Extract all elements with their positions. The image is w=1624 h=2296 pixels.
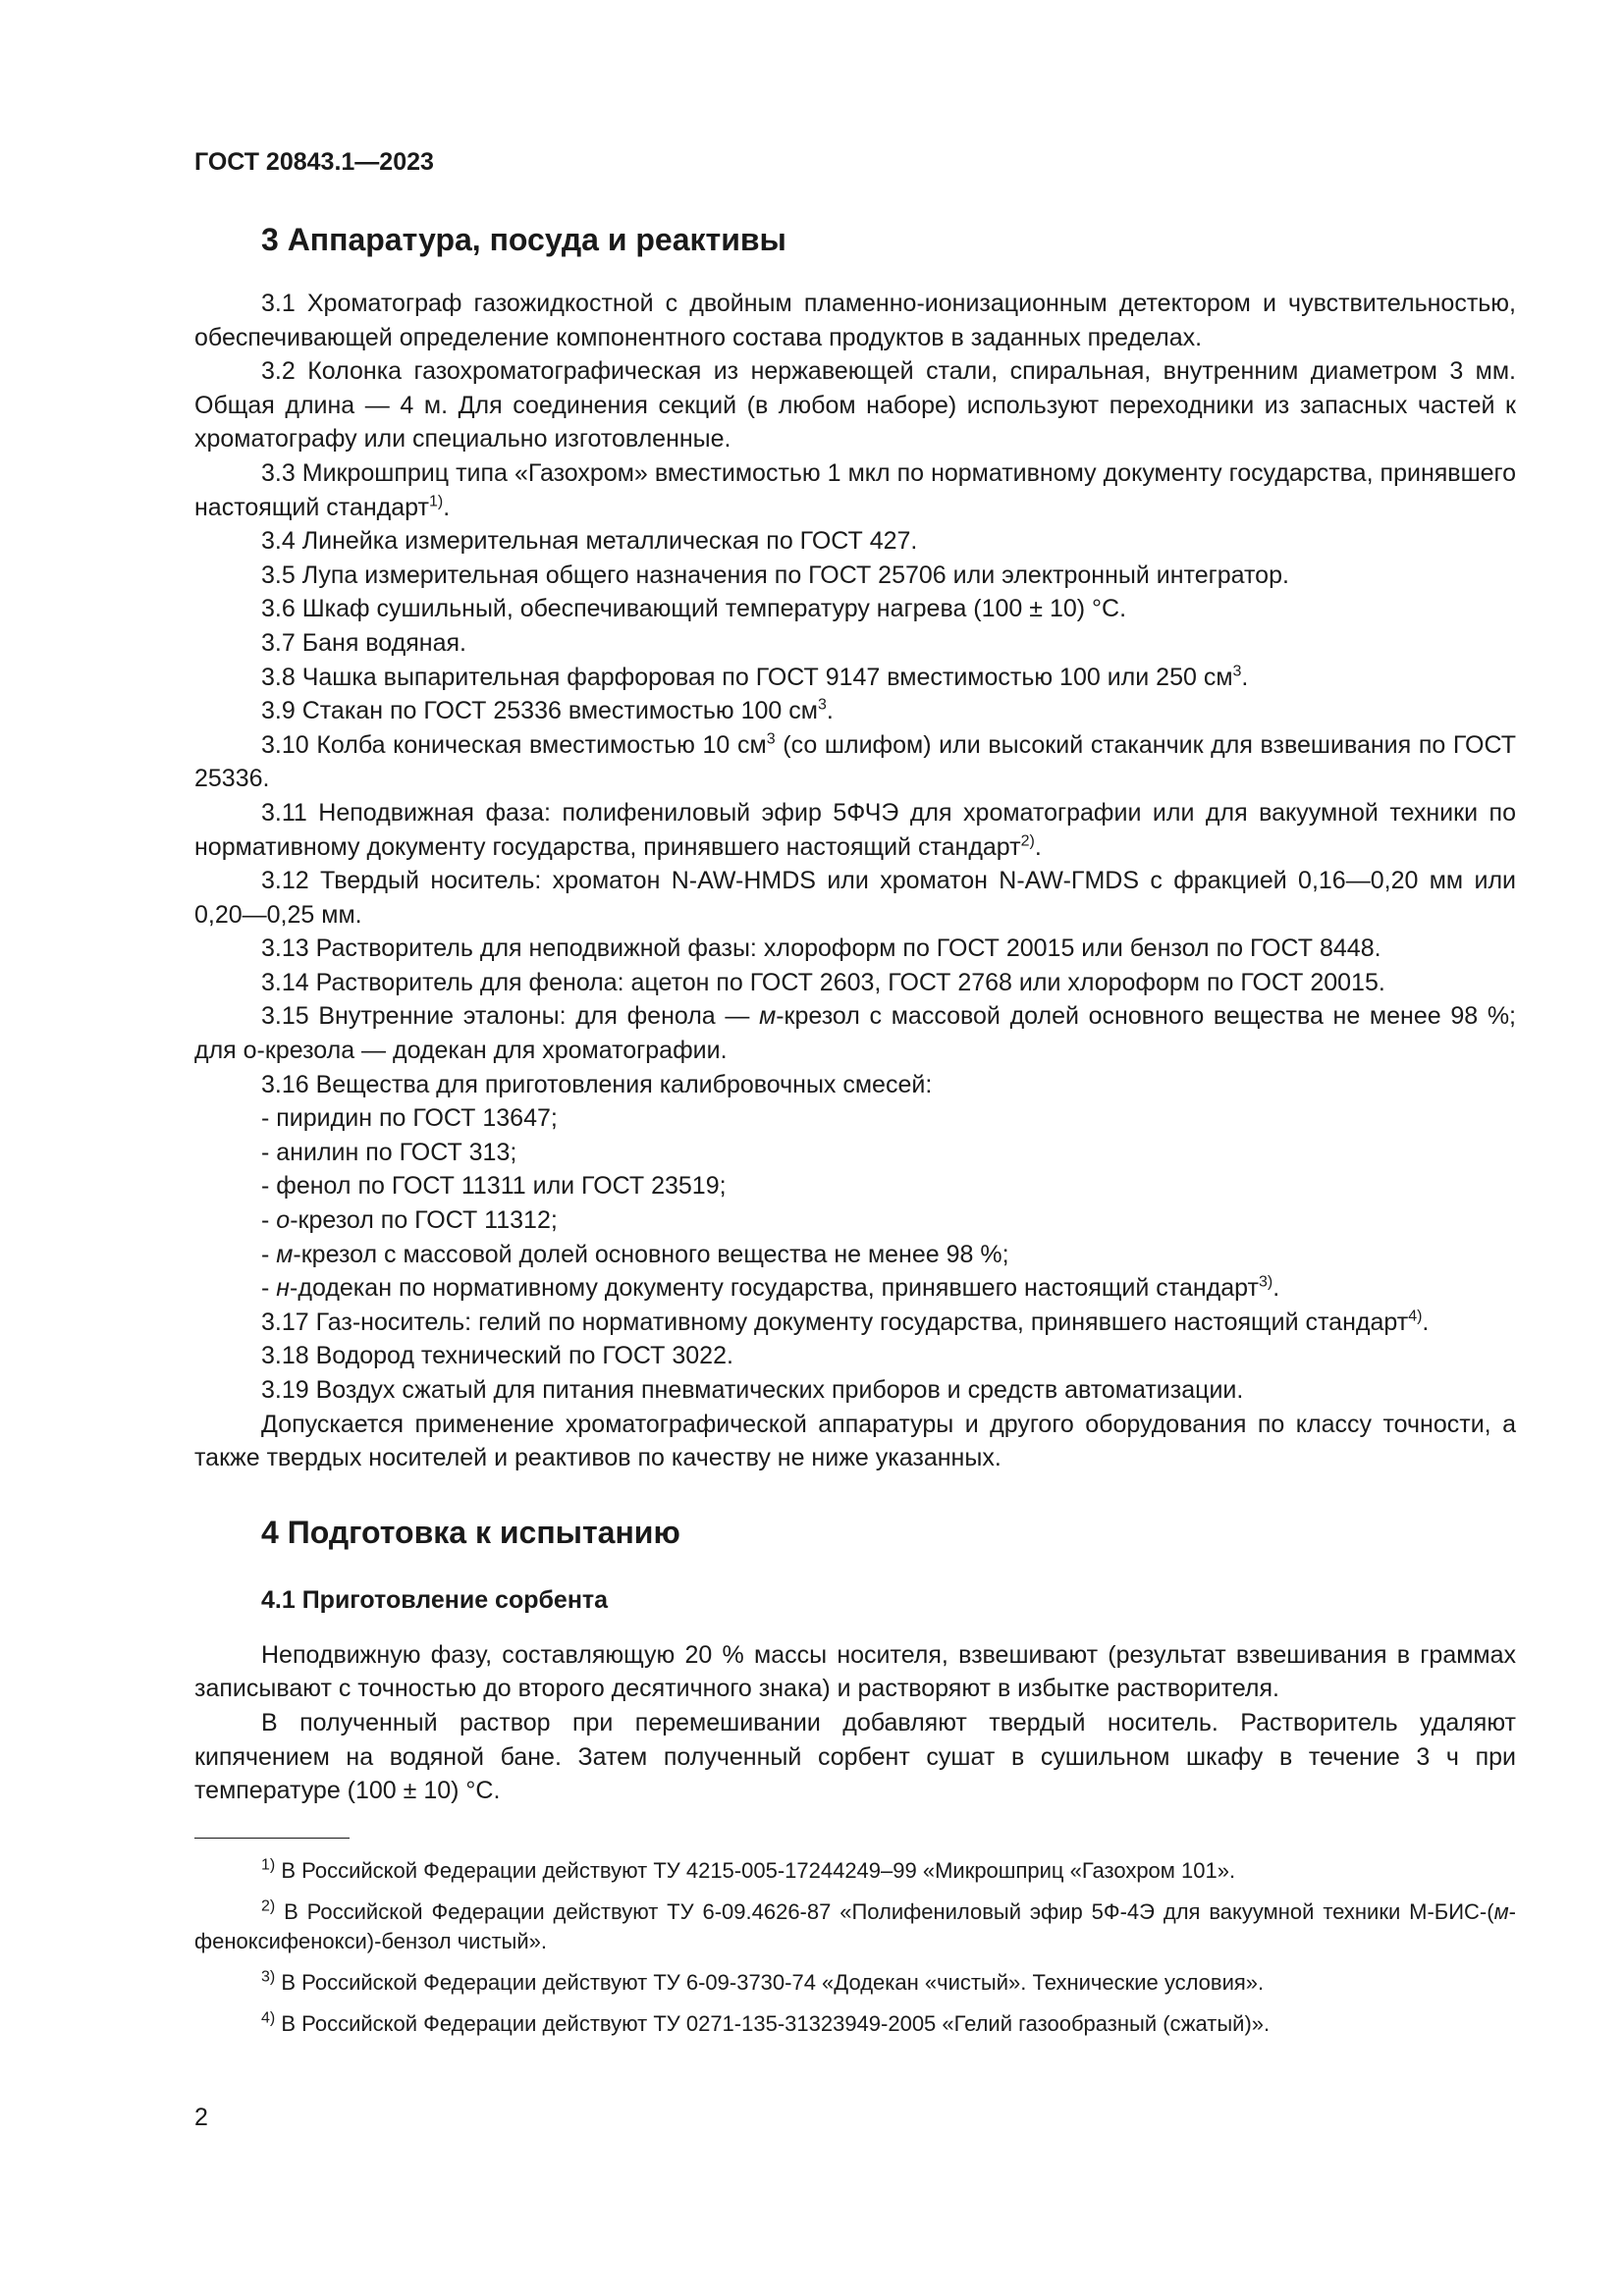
text-segment: - анилин по ГОСТ 313;	[261, 1138, 517, 1166]
paragraph	[194, 999, 1516, 1067]
paragraph	[194, 728, 1516, 796]
footnote	[194, 2009, 1516, 2039]
footnote-ref: 4)	[1408, 1308, 1423, 1325]
text-segment: -	[261, 1240, 277, 1268]
text-segment: -крезол с массовой долей основного вещества не менее 98 %;	[293, 1240, 1009, 1268]
footnote	[194, 1856, 1516, 1886]
footnote-ref: 3	[1232, 663, 1242, 680]
text-segment: .	[1241, 663, 1249, 691]
footnote-ref: 1)	[428, 493, 444, 510]
text-segment: .	[443, 493, 451, 521]
list-item	[194, 1169, 1516, 1203]
section-3-body	[194, 287, 1516, 1475]
section-4-body	[194, 1638, 1516, 1808]
italic-text: о	[276, 1206, 291, 1235]
list-item	[194, 1101, 1516, 1136]
text-segment: В Российской Федерации действуют ТУ 6-09.4626-87 «Полифениловый эфир 5Ф-4Э для вакуумной техники М-БИС-(	[275, 1898, 1494, 1924]
text-segment: - пиридин по ГОСТ 13647;	[261, 1104, 558, 1133]
text-segment: 3.6 Шкаф сушильный, обеспечивающий температуру нагрева (100 ± 10) °С.	[261, 595, 1127, 623]
footnotes	[194, 1856, 1516, 2039]
footnote	[194, 1968, 1516, 1998]
list-item	[194, 1136, 1516, 1170]
section-4-title: 4 Подготовка к испытанию	[261, 1514, 680, 1550]
paragraph	[194, 592, 1516, 626]
text-segment: В Российской Федерации действуют ТУ 6-09-3730-74 «Додекан «чистый». Технические условия».	[275, 1969, 1265, 1995]
text-segment: 3.14 Растворитель для фенола: ацетон по ГОСТ 2603, ГОСТ 2768 или хлороформ по ГОСТ 20015.	[261, 968, 1385, 996]
paragraph	[194, 694, 1516, 728]
text-segment: В полученный раствор при перемешивании добавляют твердый носитель. Растворитель удаляют кипячением на водяной бане. Затем полученный сорбент сушат в сушильном шкафу в течение 3 ч при температуре (100 ± 10) °С.	[194, 1708, 1516, 1805]
list-item	[194, 1271, 1516, 1306]
footnote-ref: 3)	[261, 1968, 276, 1986]
footnote-ref: 3	[817, 696, 827, 714]
footnote-ref: 2)	[261, 1897, 276, 1915]
paragraph	[194, 1373, 1516, 1408]
text-segment: .	[1422, 1308, 1430, 1336]
text-segment: .	[1034, 832, 1042, 861]
text-segment: 3.9 Стакан по ГОСТ 25336 вместимостью 100 см	[261, 697, 818, 725]
italic-text: м	[276, 1240, 294, 1268]
text-segment: 3.16 Вещества для приготовления калибровочных смесей:	[261, 1070, 933, 1098]
text-segment: 3.5 Лупа измерительная общего назначения по ГОСТ 25706 или электронный интегратор.	[261, 561, 1289, 589]
footnote	[194, 1897, 1516, 1956]
paragraph	[194, 626, 1516, 661]
text-segment: 3.13 Растворитель для неподвижной фазы: хлороформ по ГОСТ 20015 или бензол по ГОСТ 8448.	[261, 934, 1381, 963]
text-segment: 3.11 Неподвижная фаза: полифениловый эфир 5ФЧЭ для хроматографии или для вакуумной техники по нормативному документу государства, принявшего настоящий стандарт	[194, 798, 1516, 861]
italic-text: м	[759, 1002, 777, 1031]
footnote-ref: 1)	[261, 1856, 276, 1874]
section-3-title: 3 Аппаратура, посуда и реактивы	[261, 222, 786, 257]
text-segment: 3.12 Твердый носитель: хроматон N-AW-HMDS или хроматон N-AW-ГMDS с фракцией 0,16—0,20 мм или 0,20—0,25 мм.	[194, 867, 1516, 929]
text-segment: - фенол по ГОСТ 11311 или ГОСТ 23519;	[261, 1172, 727, 1201]
paragraph	[194, 1408, 1516, 1475]
subsection-4-1-title: 4.1 Приготовление сорбента	[261, 1585, 609, 1614]
paragraph	[194, 864, 1516, 932]
text-segment: .	[1272, 1274, 1280, 1303]
text-segment: 3.8 Чашка выпарительная фарфоровая по ГОСТ 9147 вместимостью 100 или 250 см	[261, 663, 1233, 691]
text-segment: 3.17 Газ-носитель: гелий по нормативному документу государства, принявшего настоящий стандарт	[261, 1308, 1409, 1336]
footnote-ref: 3	[766, 730, 776, 748]
text-segment: В Российской Федерации действуют ТУ 4215-005-17244249–99 «Микрошприц «Газохром 101».	[275, 1857, 1236, 1883]
text-segment: 3.2 Колонка газохроматографическая из нержавеющей стали, спиральная, внутренним диаметром 3 мм. Общая длина — 4 м. Для соединения секций (в любом наборе) используют переходники из запасных частей к хроматографу или специально изготовленные.	[194, 357, 1516, 454]
text-segment: 3.7 Баня водяная.	[261, 628, 466, 657]
paragraph	[194, 524, 1516, 559]
italic-text: н	[276, 1274, 291, 1303]
text-segment: В Российской Федерации действуют ТУ 0271-135-31323949-2005 «Гелий газообразный (сжатый)».	[275, 2010, 1271, 2036]
italic-text: м	[1493, 1898, 1509, 1924]
text-segment: -крезол с массовой долей основного вещества не менее 98 %; для о-крезола — додекан для хроматографии.	[194, 1002, 1516, 1065]
text-segment: 3.10 Колба коническая вместимостью 10 см	[261, 730, 767, 759]
text-segment: 3.3 Микрошприц типа «Газохром» вместимостью 1 мкл по нормативному документу государства, принявшего настоящий стандарт	[194, 458, 1516, 521]
text-segment: -крезол по ГОСТ 11312;	[290, 1206, 558, 1235]
paragraph	[194, 559, 1516, 593]
page-number: 2	[194, 2104, 208, 2131]
paragraph	[194, 1339, 1516, 1373]
footnote-ref: 4)	[261, 2009, 276, 2027]
text-segment: -	[261, 1274, 277, 1303]
text-segment: 3.4 Линейка измерительная металлическая по ГОСТ 427.	[261, 527, 918, 556]
paragraph	[194, 1706, 1516, 1808]
text-segment: Неподвижную фазу, составляющую 20 % массы носителя, взвешивают (результат взвешивания в граммах записывают с точностью до второго десятичного знака) и растворяют в избытке растворителя.	[194, 1640, 1516, 1703]
text-segment: 3.1 Хроматограф газожидкостной с двойным пламенно-ионизационным детектором и чувствительностью, обеспечивающей определение компонентного состава продуктов в заданных пределах.	[194, 290, 1516, 351]
text-segment: 3.18 Водород технический по ГОСТ 3022.	[261, 1342, 733, 1370]
paragraph	[194, 796, 1516, 864]
footnote-divider	[194, 1838, 350, 1839]
text-segment: -	[261, 1206, 277, 1235]
text-segment: (со шлифом) или высокий стаканчик для взвешивания по ГОСТ 25336.	[194, 730, 1516, 793]
text-segment: -додекан по нормативному документу государства, принявшего настоящий стандарт	[290, 1274, 1259, 1303]
running-header: ГОСТ 20843.1—2023	[194, 148, 434, 176]
paragraph	[194, 661, 1516, 695]
list-item	[194, 1203, 1516, 1238]
text-segment: 3.19 Воздух сжатый для питания пневматических приборов и средств автоматизации.	[261, 1376, 1244, 1404]
paragraph	[194, 932, 1516, 966]
paragraph	[194, 1638, 1516, 1706]
footnote-ref: 2)	[1020, 832, 1035, 850]
paragraph	[194, 966, 1516, 1000]
document-page	[194, 145, 1516, 2051]
paragraph	[194, 287, 1516, 354]
text-segment: Допускается применение хроматографической аппаратуры и другого оборудования по классу точности, а также твердых носителей и реактивов по качеству не ниже указанных.	[194, 1410, 1516, 1472]
paragraph	[194, 354, 1516, 456]
text-segment: .	[826, 697, 834, 725]
text-segment: -феноксифенокси)-бензол чистый».	[194, 1898, 1516, 1953]
list-item	[194, 1238, 1516, 1272]
text-segment: 3.15 Внутренние эталоны: для фенола —	[261, 1002, 760, 1031]
footnote-ref: 3)	[1258, 1273, 1273, 1291]
paragraph	[194, 1068, 1516, 1102]
paragraph	[194, 456, 1516, 524]
paragraph	[194, 1306, 1516, 1340]
